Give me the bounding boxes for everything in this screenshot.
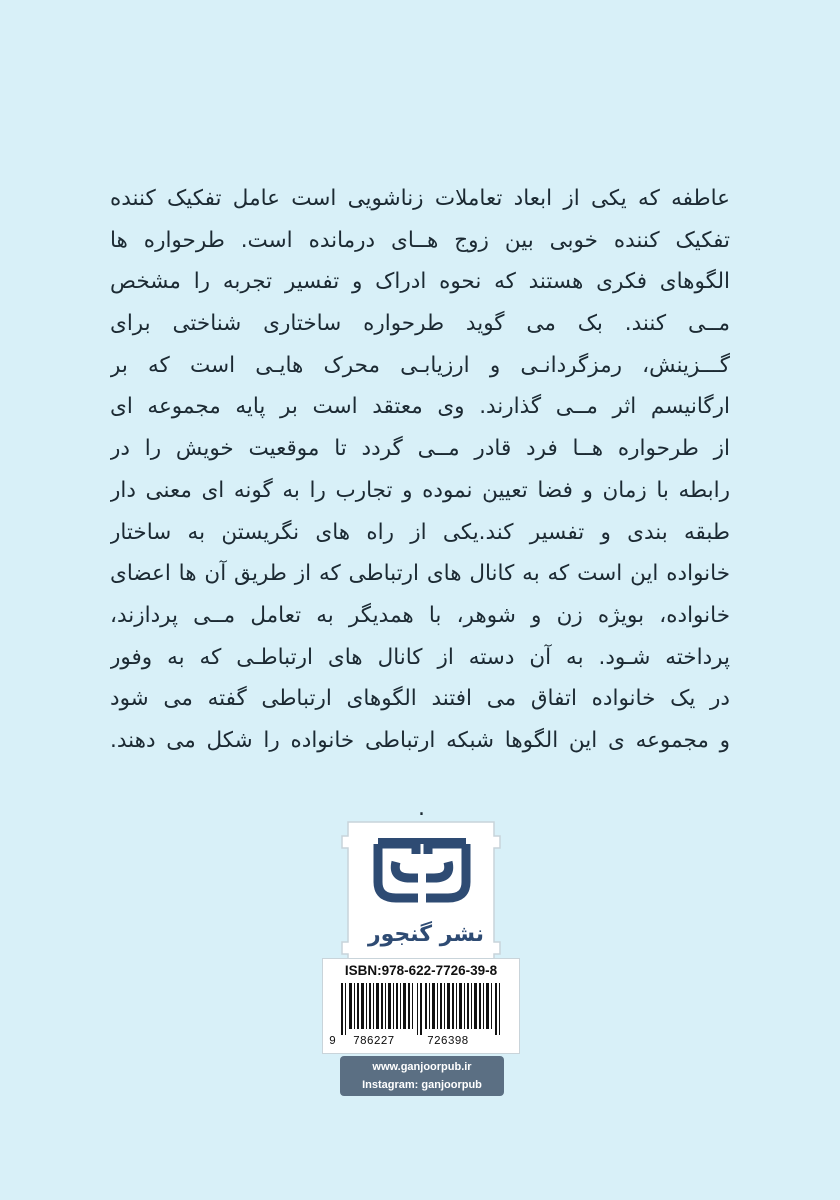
- contact-box: [340, 1056, 504, 1096]
- description-line: خانواده این است که به کانال های ارتباطی که از طریق آن ها اعضای: [110, 561, 730, 587]
- open-book-logo-icon: [340, 818, 504, 976]
- description-line: پرداخته شـود. به آن دسته از کانال های ارتباطـی که به وفور: [110, 644, 730, 670]
- description-line: عاطفه که یکی از ابعاد تعاملات زناشویی است عامل تفکیک کننده: [110, 186, 730, 211]
- description-line: و مجموعه ی این الگوها شبکه ارتباطی خانواده را شکل می دهند.: [110, 727, 730, 753]
- description-line: طبقه بندی و تفسیر کند.یکی از راه های نگریستن به ساختار: [110, 519, 730, 545]
- isbn-barcode: [322, 958, 520, 1054]
- description-line: رابطه با زمان و فضا تعیین نموده و تجارب را به گونه ای معنی دار: [110, 477, 730, 503]
- description-line: مــی کنند. بک می گوید طرحواره ساختاری شناختی برای: [110, 311, 730, 337]
- trailing-period: .: [418, 796, 425, 821]
- back-cover-description: [110, 178, 730, 762]
- instagram-text: Instagram: ganjoorpub: [362, 1079, 482, 1091]
- description-line: از طرحواره هــا فرد قادر مــی گردد تا موقعیت خویش را در: [110, 436, 730, 462]
- publisher-name: نشر گنجور: [367, 922, 485, 947]
- isbn-label: ISBN:978-622-7726-39-8: [344, 963, 498, 978]
- barcode-digit-first: 9: [329, 1035, 336, 1048]
- barcode-digits-right: 726398: [427, 1035, 469, 1048]
- description-line: در یک خانواده اتفاق می افتند الگوهای ارتباطی گفته می شود: [110, 686, 730, 712]
- description-line: الگوهای فکری هستند که نحوه ادراک و تفسیر تجربه را مشخص: [110, 269, 730, 295]
- barcode-digits-left: 786227: [353, 1035, 395, 1048]
- website-text: www.ganjoorpub.ir: [372, 1061, 472, 1073]
- description-line: خانواده، بویژه زن و شوهر، با همدیگر به تعامل مــی پردازند،: [110, 602, 730, 628]
- description-line: تفکیک کننده خوبی بین زوج هــای درمانده است. طرحواره ها: [110, 227, 730, 253]
- barcode-icon: [341, 983, 501, 1035]
- description-line: ارگانیسم اثر مــی گذارند. وی معتقد است بر پایه مجموعه ای: [110, 394, 730, 420]
- description-line: گـــزینش، رمزگردانـی و ارزیابـی محرک هایـی است که بر: [110, 352, 730, 378]
